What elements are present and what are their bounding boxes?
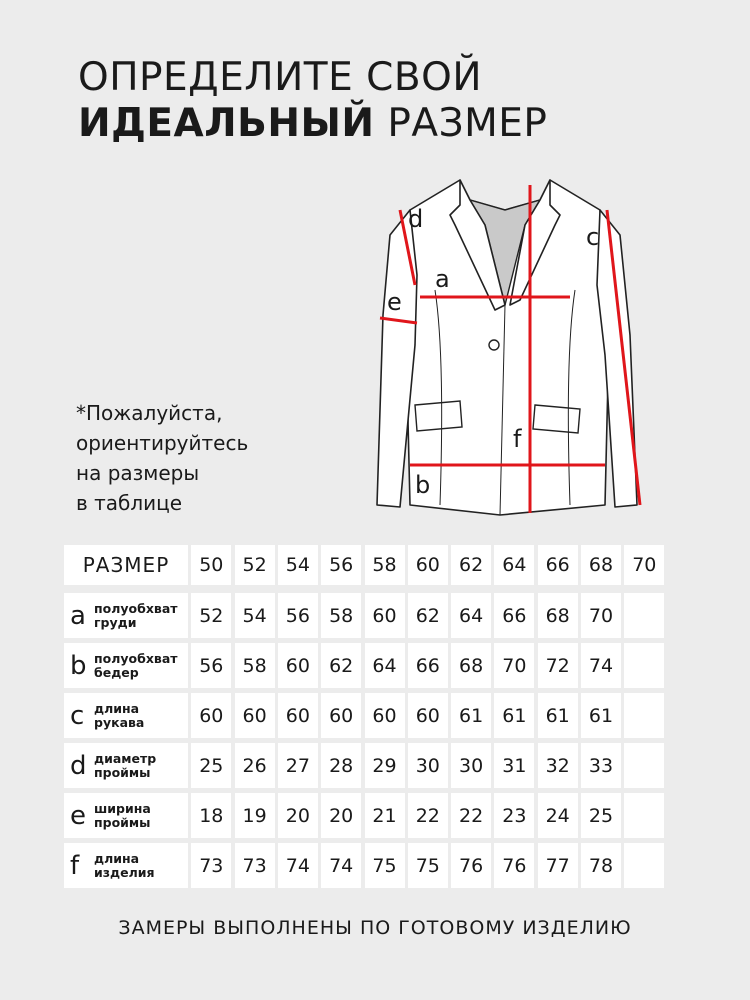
footer-note: ЗАМЕРЫ ВЫПОЛНЕНЫ ПО ГОТОВОМУ ИЗДЕЛИЮ: [118, 917, 632, 939]
row-description: [94, 852, 155, 880]
table-cell: 20: [278, 793, 318, 838]
table-cell: 22: [451, 793, 491, 838]
table-cell: 60: [321, 693, 361, 738]
label-e: e: [387, 288, 402, 316]
row-label-cell: [64, 593, 188, 638]
table-cell: 61: [451, 693, 491, 738]
row-desc-line: полуобхват: [94, 600, 178, 616]
title-line-2: [78, 101, 547, 147]
size-header-cell: 56: [321, 545, 361, 585]
size-note: [76, 398, 248, 518]
table-cell: 60: [365, 593, 405, 638]
table-cell: 58: [235, 643, 275, 688]
size-header-cell: 64: [494, 545, 534, 585]
table-cell: 56: [278, 593, 318, 638]
row-letter: e: [70, 800, 86, 831]
table-cell: 73: [191, 843, 231, 888]
table-cell: 75: [408, 843, 448, 888]
table-cell: 60: [191, 693, 231, 738]
table-cell: 62: [408, 593, 448, 638]
row-desc-line: проймы: [94, 814, 151, 830]
size-header-cell: 66: [538, 545, 578, 585]
table-cell: 26: [235, 743, 275, 788]
row-letter: a: [70, 600, 86, 631]
table-cell: 76: [451, 843, 491, 888]
row-desc-line: полуобхват: [94, 650, 178, 666]
table-cell: 18: [191, 793, 231, 838]
table-cell: 54: [235, 593, 275, 638]
table-cell: 20: [321, 793, 361, 838]
table-cell: 75: [365, 843, 405, 888]
row-letter: d: [70, 750, 87, 781]
table-cell: 60: [365, 693, 405, 738]
table-cell: 58: [321, 593, 361, 638]
row-description: [94, 802, 151, 830]
table-cell: 25: [581, 793, 621, 838]
table-cell: 64: [451, 593, 491, 638]
table-cell: 30: [451, 743, 491, 788]
table-cell: 29: [365, 743, 405, 788]
table-cell: 61: [494, 693, 534, 738]
label-f: f: [513, 425, 522, 453]
table-cell: 74: [581, 643, 621, 688]
table-cell: 68: [451, 643, 491, 688]
table-cell: 64: [365, 643, 405, 688]
size-header-cell: 58: [365, 545, 405, 585]
table-cell: 56: [191, 643, 231, 688]
title-bold-word: ИДЕАЛЬНЫЙ: [78, 101, 375, 146]
table-cell: [624, 743, 664, 788]
size-header-cell: 70: [624, 545, 664, 585]
jacket-right-pocket: [533, 405, 580, 433]
row-desc-line: длина: [94, 700, 140, 716]
table-cell: 62: [321, 643, 361, 688]
note-line: ориентируйтесь: [76, 431, 249, 455]
row-desc-line: груди: [94, 614, 137, 630]
label-b: b: [415, 471, 431, 499]
table-cell: [624, 593, 664, 638]
row-letter: f: [70, 850, 80, 881]
row-letter: b: [70, 650, 87, 681]
table-cell: 33: [581, 743, 621, 788]
table-cell: [624, 643, 664, 688]
table-cell: [624, 843, 664, 888]
table-cell: 60: [278, 643, 318, 688]
table-cell: 60: [235, 693, 275, 738]
row-desc-line: рукава: [94, 714, 145, 730]
table-cell: 72: [538, 643, 578, 688]
size-header-cell: 60: [408, 545, 448, 585]
table-cell: 61: [581, 693, 621, 738]
row-label-cell: [64, 693, 188, 738]
size-header-cell: 68: [581, 545, 621, 585]
table-cell: 74: [321, 843, 361, 888]
jacket-diagram: [355, 155, 655, 525]
row-desc-line: изделия: [94, 864, 155, 880]
table-cell: 22: [408, 793, 448, 838]
table-cell: 73: [235, 843, 275, 888]
table-cell: 27: [278, 743, 318, 788]
table-cell: 60: [278, 693, 318, 738]
size-header-cell: 54: [278, 545, 318, 585]
row-description: [94, 602, 178, 630]
table-cell: 30: [408, 743, 448, 788]
label-a: a: [435, 265, 450, 293]
size-header-cell: 50: [191, 545, 231, 585]
table-cell: 74: [278, 843, 318, 888]
label-d: d: [408, 205, 424, 233]
table-cell: 52: [191, 593, 231, 638]
row-label-cell: [64, 793, 188, 838]
row-desc-line: ширина: [94, 800, 151, 816]
row-label-cell: [64, 743, 188, 788]
table-cell: 25: [191, 743, 231, 788]
jacket-left-pocket: [415, 401, 462, 431]
table-cell: 70: [581, 593, 621, 638]
row-label-cell: [64, 643, 188, 688]
table-cell: [624, 793, 664, 838]
table-cell: 78: [581, 843, 621, 888]
table-cell: 66: [494, 593, 534, 638]
table-cell: 61: [538, 693, 578, 738]
row-description: [94, 702, 144, 730]
label-c: c: [586, 223, 600, 251]
table-cell: 21: [365, 793, 405, 838]
row-desc-line: диаметр: [94, 750, 157, 766]
row-description: [94, 752, 156, 780]
title-rest: РАЗМЕР: [374, 101, 548, 146]
jacket-button: [489, 340, 499, 350]
note-line: в таблице: [76, 491, 183, 515]
table-cell: 76: [494, 843, 534, 888]
table-cell: 77: [538, 843, 578, 888]
row-desc-line: проймы: [94, 764, 151, 780]
header-label: РАЗМЕР: [64, 545, 188, 585]
page-title: [78, 55, 547, 147]
table-cell: 23: [494, 793, 534, 838]
note-line: *Пожалуйста,: [76, 401, 223, 425]
note-line: на размеры: [76, 461, 200, 485]
table-cell: [624, 693, 664, 738]
table-cell: 28: [321, 743, 361, 788]
row-description: [94, 652, 178, 680]
row-desc-line: бедер: [94, 664, 139, 680]
row-desc-line: длина: [94, 850, 140, 866]
row-label-cell: [64, 843, 188, 888]
table-cell: 60: [408, 693, 448, 738]
size-header-cell: 52: [235, 545, 275, 585]
title-line-1: ОПРЕДЕЛИТЕ СВОЙ: [78, 55, 483, 100]
table-cell: 24: [538, 793, 578, 838]
table-cell: 68: [538, 593, 578, 638]
table-cell: 31: [494, 743, 534, 788]
table-cell: 70: [494, 643, 534, 688]
row-letter: c: [70, 700, 85, 731]
table-cell: 66: [408, 643, 448, 688]
size-header-cell: 62: [451, 545, 491, 585]
table-cell: 32: [538, 743, 578, 788]
table-cell: 19: [235, 793, 275, 838]
